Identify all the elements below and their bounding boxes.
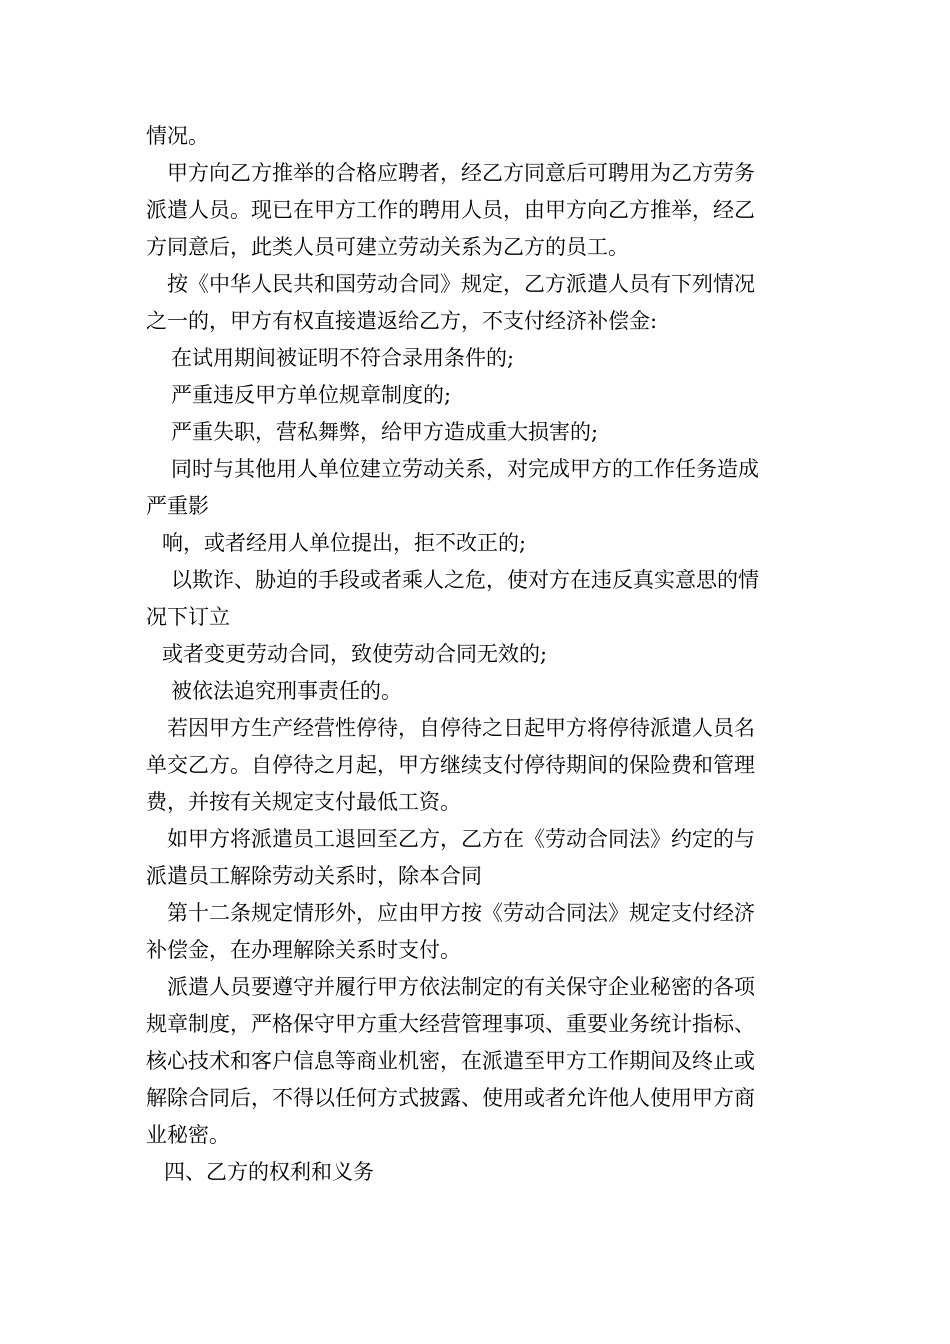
text-line: 同时与其他用人单位建立劳动关系，对完成甲方的工作任务造成: [171, 457, 759, 481]
text-line: 解除合同后，不得以任何方式披露、使用或者允许他人使用甲方商: [146, 1086, 755, 1110]
text-line: 甲方向乙方推举的合格应聘者，经乙方同意后可聘用为乙方劳务: [167, 161, 755, 185]
text-line: 况下订立: [146, 605, 230, 629]
text-line: 派遣人员要遵守并履行甲方依法制定的有关保守企业秘密的各项: [167, 975, 755, 999]
text-line: 之一的，甲方有权直接遣返给乙方，不支付经济补偿金:: [146, 309, 658, 333]
text-line: 派遣人员。现已在甲方工作的聘用人员，由甲方向乙方推举，经乙: [146, 198, 755, 222]
section-heading: 四、乙方的权利和义务: [164, 1160, 374, 1184]
text-line: 被依法追究刑事责任的。: [171, 679, 402, 703]
text-line: 如甲方将派遣员工退回至乙方，乙方在《劳动合同法》约定的与: [167, 827, 755, 851]
text-line: 核心技术和客户信息等商业机密，在派遣至甲方工作期间及终止或: [146, 1049, 755, 1073]
text-line: 费，并按有关规定支付最低工资。: [146, 790, 461, 814]
text-line: 派遣员工解除劳动关系时，除本合同: [146, 864, 482, 888]
text-line: 严重失职，营私舞弊，给甲方造成重大损害的;: [171, 420, 599, 444]
text-line: 第十二条规定情形外，应由甲方按《劳动合同法》规定支付经济: [167, 901, 755, 925]
text-line: 业秘密。: [146, 1123, 230, 1147]
text-line: 方同意后，此类人员可建立劳动关系为乙方的员工。: [146, 235, 629, 259]
text-line: 响，或者经用人单位提出，拒不改正的;: [162, 531, 527, 555]
text-line: 按《中华人民共和国劳动合同》规定，乙方派遣人员有下列情况: [167, 272, 755, 296]
text-line: 情况。: [146, 124, 209, 148]
text-line: 严重影: [146, 494, 209, 518]
text-line: 补偿金，在办理解除关系时支付。: [146, 938, 461, 962]
text-line: 以欺诈、胁迫的手段或者乘人之危，使对方在违反真实意思的情: [171, 568, 759, 592]
text-line: 单交乙方。自停待之月起，甲方继续支付停待期间的保险费和管理: [146, 753, 755, 777]
text-line: 严重违反甲方单位规章制度的;: [171, 383, 452, 407]
text-line: 规章制度，严格保守甲方重大经营管理事项、重要业务统计指标、: [146, 1012, 755, 1036]
text-line: 若因甲方生产经营性停待，自停待之日起甲方将停待派遣人员名: [167, 716, 755, 740]
text-line: 或者变更劳动合同，致使劳动合同无效的;: [162, 642, 548, 666]
text-line: 在试用期间被证明不符合录用条件的;: [171, 346, 515, 370]
